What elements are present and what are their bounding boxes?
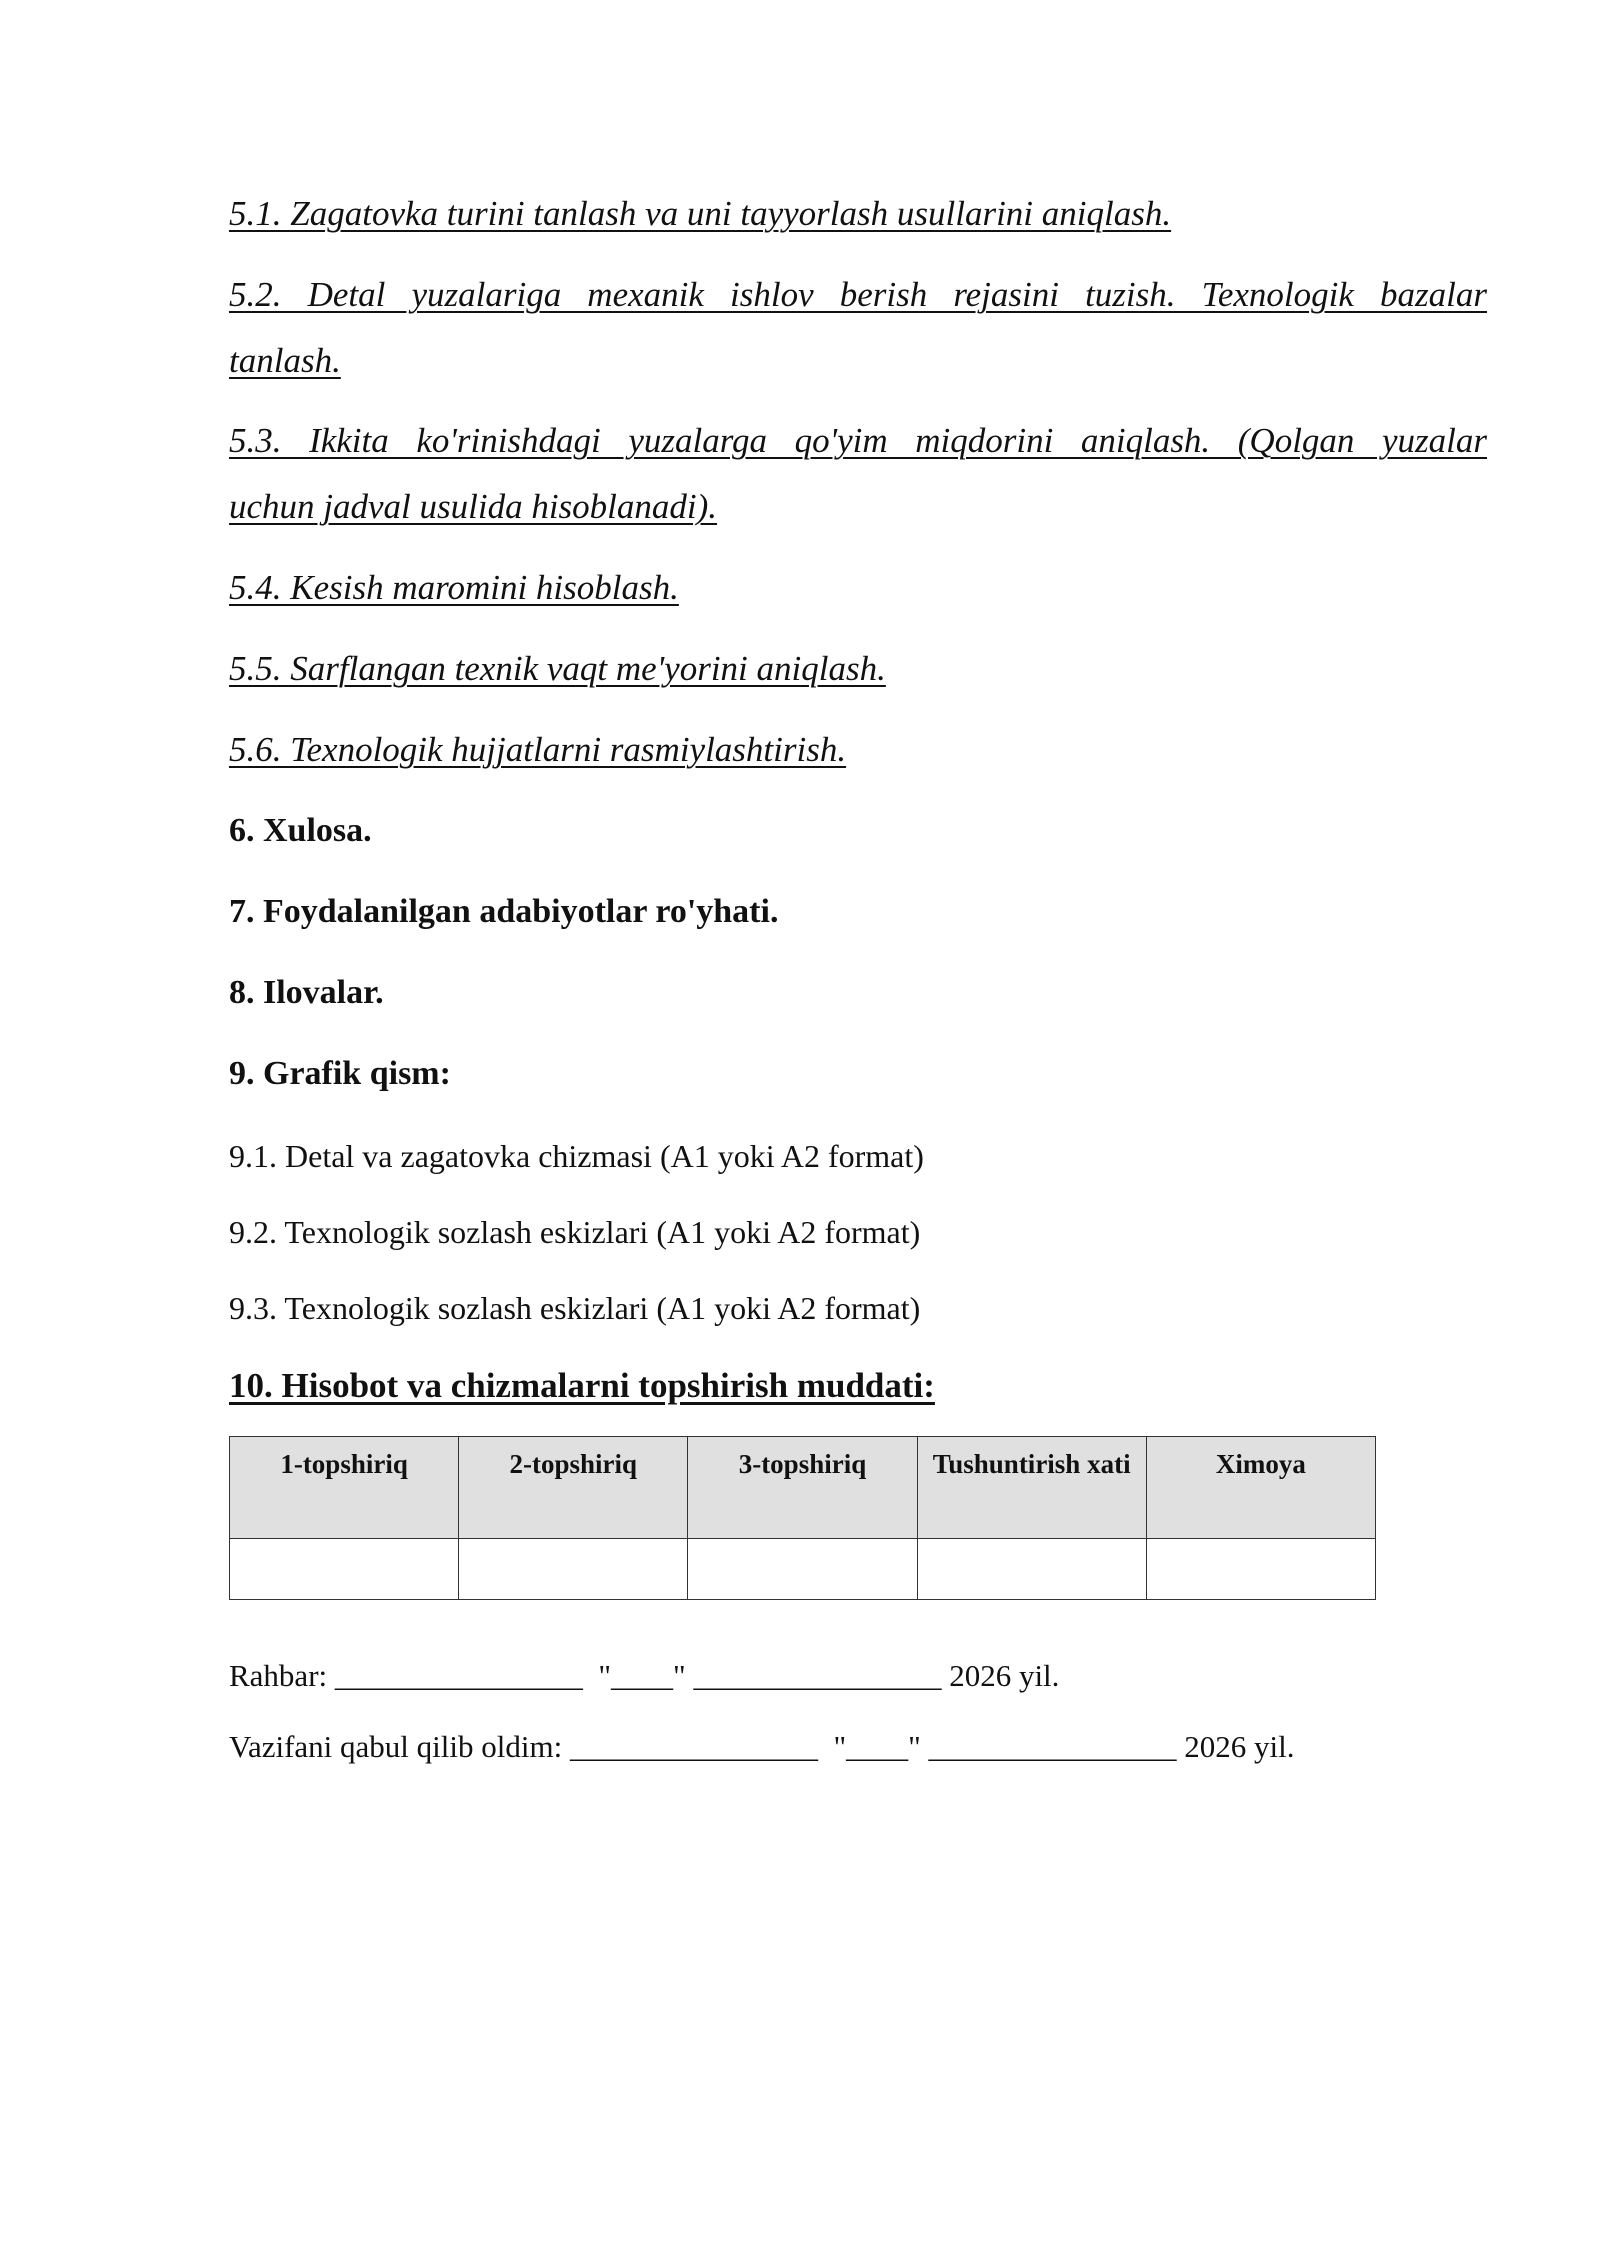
header-cell-task-2: 2-topshiriq — [459, 1437, 688, 1539]
section-5-1: 5.1. Zagatovka turini tanlash va uni tayyorlash usullarini aniqlash. — [229, 194, 1172, 233]
table-cell — [1146, 1539, 1375, 1600]
section-9-heading: 9. Grafik qism: — [229, 1055, 451, 1092]
header-cell-defense: Ximoya — [1146, 1437, 1375, 1539]
table-cell — [459, 1539, 688, 1600]
table-cell — [917, 1539, 1146, 1600]
header-cell-task-1: 1-topshiriq — [230, 1437, 459, 1539]
section-10-heading: 10. Hisobot va chizmalarni topshirish muddati: — [229, 1366, 935, 1405]
section-5-2-line-2: tanlash. — [229, 341, 341, 380]
section-8-heading: 8. Ilovalar. — [229, 974, 384, 1011]
table-cell — [688, 1539, 917, 1600]
header-cell-task-3: 3-topshiriq — [688, 1437, 917, 1539]
deadline-table — [229, 1436, 1376, 1600]
table-row — [230, 1539, 1376, 1600]
section-6-heading: 6. Xulosa. — [229, 812, 372, 849]
section-7-heading: 7. Foydalanilgan adabiyotlar ro'yhati. — [229, 893, 779, 930]
header-cell-explanatory-note: Tushuntirish xati — [917, 1437, 1146, 1539]
section-5-4: 5.4. Kesish maromini hisoblash. — [229, 568, 679, 607]
section-5-3-line-1: 5.3. Ikkita ko'rinishdagi yuzalarga qo'yim miqdorini aniqlash. (Qolgan yuzalar — [229, 421, 1487, 460]
task-accepted-signature-line: Vazifani qabul qilib oldim: ________________ "____" ________________ 2026 yil. — [229, 1729, 1295, 1764]
section-9-3: 9.3. Texnologik sozlash eskizlari (A1 yoki A2 format) — [229, 1290, 921, 1326]
table-cell — [230, 1539, 459, 1600]
section-5-5: 5.5. Sarflangan texnik vaqt me'yorini aniqlash. — [229, 649, 886, 688]
supervisor-signature-line: Rahbar: ________________ "____" ________________ 2026 yil. — [229, 1658, 1060, 1693]
deadline-table-header-row — [230, 1437, 1376, 1539]
section-9-2: 9.2. Texnologik sozlash eskizlari (A1 yoki A2 format) — [229, 1214, 921, 1250]
section-5-6: 5.6. Texnologik hujjatlarni rasmiylashtirish. — [229, 730, 847, 769]
section-5-2-line-1: 5.2. Detal yuzalariga mexanik ishlov berish rejasini tuzish. Texnologik bazalar — [229, 275, 1487, 314]
section-5-3-line-2: uchun jadval usulida hisoblanadi). — [229, 487, 718, 526]
section-9-1: 9.1. Detal va zagatovka chizmasi (A1 yoki A2 format) — [229, 1138, 924, 1174]
